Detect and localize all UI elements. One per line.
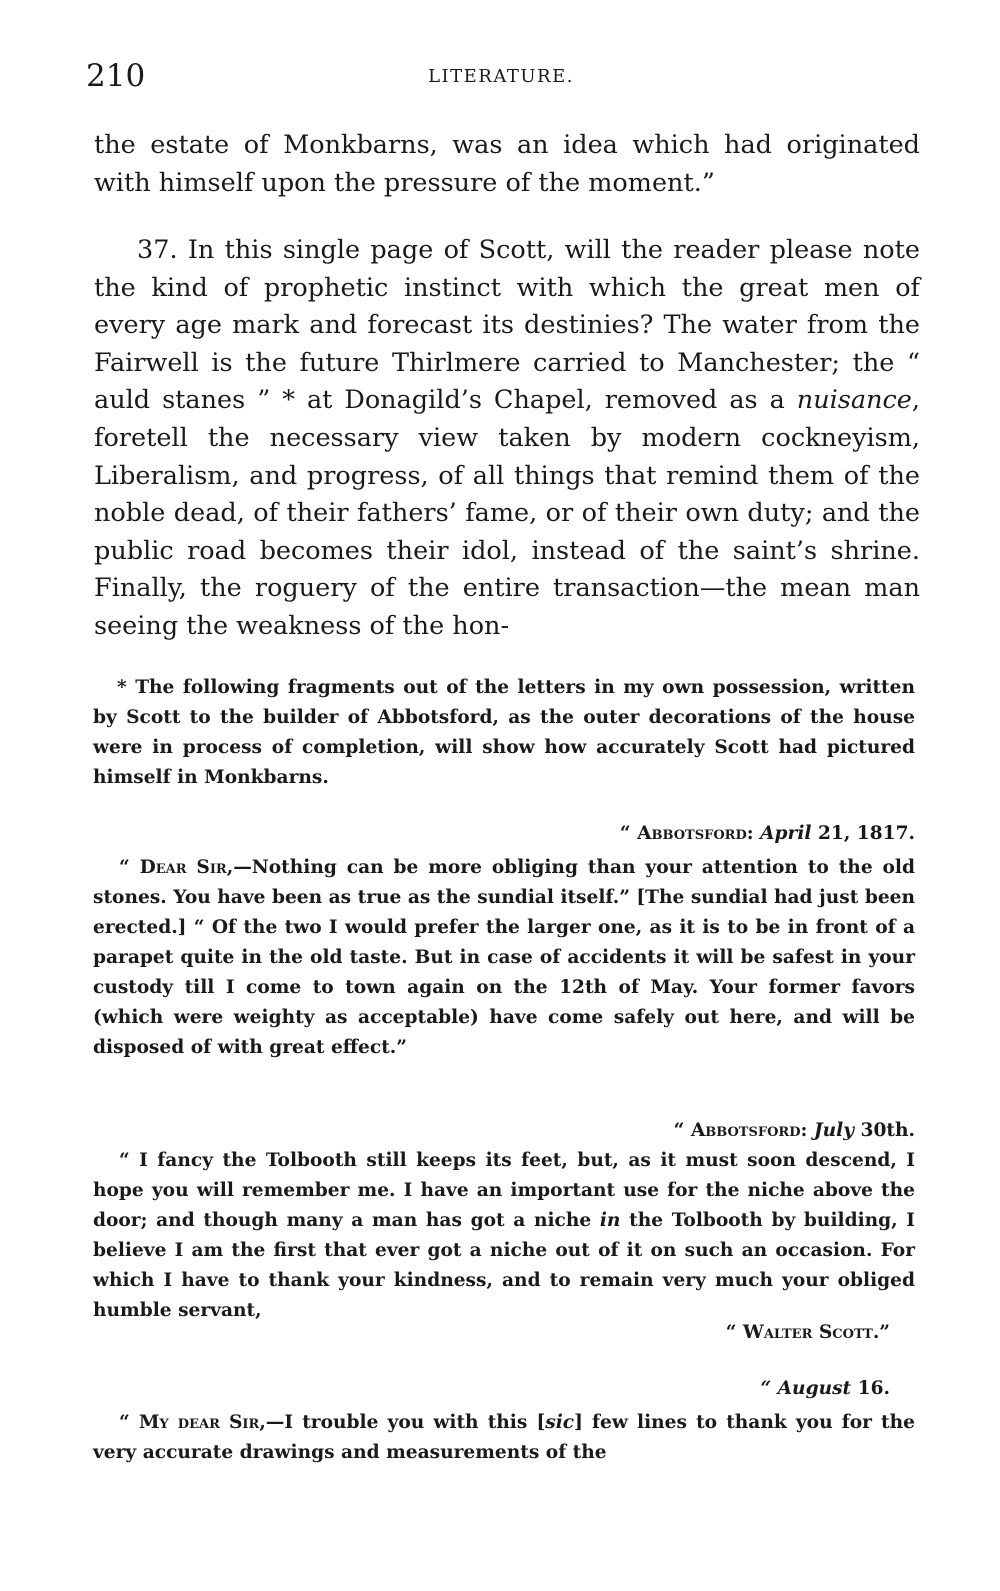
running-head: LITERATURE.: [428, 66, 574, 87]
letter3-text-a: —I trouble you with this [: [265, 1412, 546, 1433]
letter2-signature: “ Walter Scott.”: [725, 1322, 890, 1343]
letter1-place: “ Abbotsford:: [619, 823, 754, 844]
paragraph-continuation: [94, 127, 920, 202]
letter3-dateline: [760, 1378, 890, 1399]
letter2-date: 30th.: [860, 1120, 915, 1141]
letter1-text: —Nothing can be more obliging than your attention to the old stones. You have been as true as the sundial itself.” [The sundial had just been erected.] “ Of the two I would prefer the larger one, as it is to be in front of a parapet quite in the old taste. But in case of accidents it will be safest in your custody till I come to town again on the 12th of May. Your former favors (which were weighty as acceptable) have come safely out here, and will be disposed of with great effect.”: [93, 857, 916, 1058]
letter3-salutation: “ My dear Sir,: [119, 1412, 266, 1433]
page-header: [86, 58, 916, 98]
paragraph-text: the estate of Monkbarns, was an idea which had originated with himself upon the pressure of the moment.”: [94, 130, 920, 198]
footnote-intro: * The following fragments out of the letters in my own possession, written by Scott to the builder of Abbotsford, as the outer decorations of the house were in process of completion, will show how accurately Scott had pictured himself in Monkbarns.: [93, 677, 915, 788]
letter1-salutation: “ Dear Sir,: [119, 857, 234, 878]
letter2-place: “ Abbotsford:: [673, 1120, 808, 1141]
paragraph-text-part-b: , foretell the necessary view taken by modern cockneyism, Liberalism, and progress, of all things that remind them of the noble dead, of their fathers’ fame, or of their own duty; and the public road becomes their idol, instead of the saint’s shrine. Finally, the roguery of the entire transaction—the mean man seeing the weakness of the hon-: [94, 385, 920, 641]
letter2-text-a: “ I fancy the Tolbooth still keeps its feet, but, as it must soon descend, I hope you will remember me. I have an important use for the niche above the door; and though many a man has got a niche: [93, 1150, 915, 1231]
letter3-month: “ August: [760, 1378, 852, 1399]
letter3-body: [93, 1408, 915, 1468]
letter3-emphasis: sic: [545, 1412, 575, 1433]
letter2-dateline: [674, 1120, 915, 1141]
letter2-body: [93, 1146, 915, 1326]
letter1-month: April: [760, 823, 812, 844]
page-number: 210: [86, 58, 146, 94]
emphasized-word: nuisance: [796, 385, 912, 416]
paragraph-37: [94, 232, 920, 646]
paragraph-text-part-a: 37. In this single page of Scott, will the reader please note the kind of prophetic instinct with which the great men of every age mark and forecast its destinies? The water from the Fairwell is the future Thirlmere carried to Manchester; the “ auld stanes ” * at Donagild’s Chapel, removed as a: [94, 235, 920, 416]
paragraph-body: [94, 232, 920, 646]
letter3-date: 16.: [857, 1378, 890, 1399]
letter1-date: 21, 1817.: [817, 823, 915, 844]
letter1-body: [93, 853, 915, 1063]
letter2-emphasis: in: [599, 1210, 621, 1231]
letter1-dateline: [620, 823, 915, 844]
letter3-text-b: ] few lines to thank you for the very accurate drawings and measurements of the: [93, 1412, 915, 1463]
letter2-text-b: the Tolbooth by building, I believe I am the first that ever got a niche out of it on such an occasion. For which I have to thank your kindness, and to remain very much your obliged humble servant,: [93, 1210, 915, 1321]
letter2-month: July: [813, 1120, 855, 1141]
